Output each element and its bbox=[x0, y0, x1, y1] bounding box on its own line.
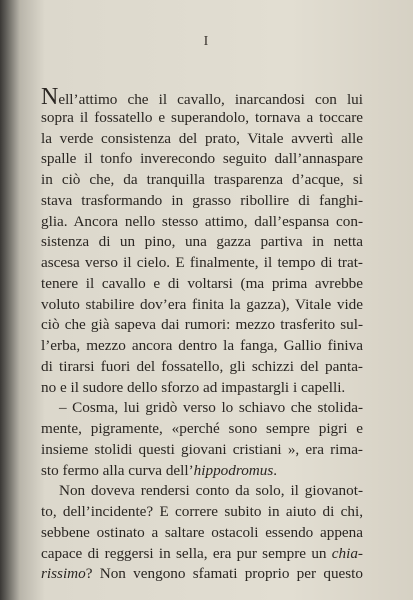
text-line: insieme stolidi questi giovani cristiani », era rima- bbox=[41, 440, 363, 458]
text-line: mente, pigramente, «perché sono sempre pigri e bbox=[41, 420, 363, 437]
line-text: ell’attimo che il cavallo, inarcandosi con lui bbox=[58, 91, 363, 108]
line-text: . bbox=[273, 461, 278, 479]
text-line: ascesa verso il cielo. E finalmente, il tempo di trat- bbox=[41, 254, 363, 271]
italic-term: rissimo bbox=[41, 565, 86, 583]
text-line bbox=[41, 87, 363, 108]
line-text: sto fermo alla curva dell’ bbox=[41, 461, 194, 479]
text-line: voluto stabilire dov’era finita la gazza), Vitale vide bbox=[41, 295, 363, 313]
text-line: stava trasformando in grasso ribollire di fanghi- bbox=[41, 191, 363, 209]
text-line: Non doveva rendersi conto da solo, il giovanot- bbox=[59, 482, 363, 500]
italic-term: chia- bbox=[331, 544, 363, 562]
text-line: – Cosma, lui gridò verso lo schiavo che stolida- bbox=[59, 399, 363, 417]
text-line: tenere il cavallo e di voltarsi (ma prima avrebbe bbox=[41, 274, 363, 292]
line-text: ? Non vengono sfamati proprio per questo bbox=[85, 565, 363, 583]
text-line: glia. Ancora nello stesso attimo, dall’espansa con- bbox=[41, 212, 363, 230]
text-line bbox=[41, 461, 363, 482]
line-text: capace di reggersi in sella, era pur sempre un bbox=[41, 544, 332, 562]
text-line: sistenza di un pino, una gazza partiva in netta bbox=[41, 233, 363, 251]
text-line: in ciò che, da tranquilla trasparenza d’acque, si bbox=[41, 171, 363, 188]
text-line: spalle il tonfo inverecondo seguito dall’annaspare bbox=[41, 150, 363, 168]
text-line: ciò che già sapeva dai rumori: mezzo trasferito sul- bbox=[41, 316, 363, 334]
text-line: no e il sudore dello sforzo ad impastargli i capelli. bbox=[41, 378, 346, 396]
text-line: to, dell’incidente? E correre subito in aiuto di chi, bbox=[41, 503, 363, 520]
text-line bbox=[41, 544, 363, 565]
text-line: la verde consistenza del prato, Vitale avvertì alle bbox=[41, 129, 363, 147]
drop-cap: N bbox=[41, 87, 59, 108]
body-text bbox=[41, 87, 363, 585]
text-line: sopra il fossatello e superandolo, tornava a toccare bbox=[41, 108, 363, 126]
text-line bbox=[41, 564, 363, 585]
text-line: sebbene ostinato a saltare ostacoli essendo appena bbox=[41, 523, 363, 541]
chapter-number: I bbox=[203, 34, 210, 49]
text-line: di tirarsi fuori del fossatello, gli schizzi del panta- bbox=[41, 357, 363, 375]
text-line: l’erba, mezzo ancora dentro la fanga, Gallio finiva bbox=[41, 337, 363, 354]
italic-term: hippodromus bbox=[193, 461, 274, 479]
